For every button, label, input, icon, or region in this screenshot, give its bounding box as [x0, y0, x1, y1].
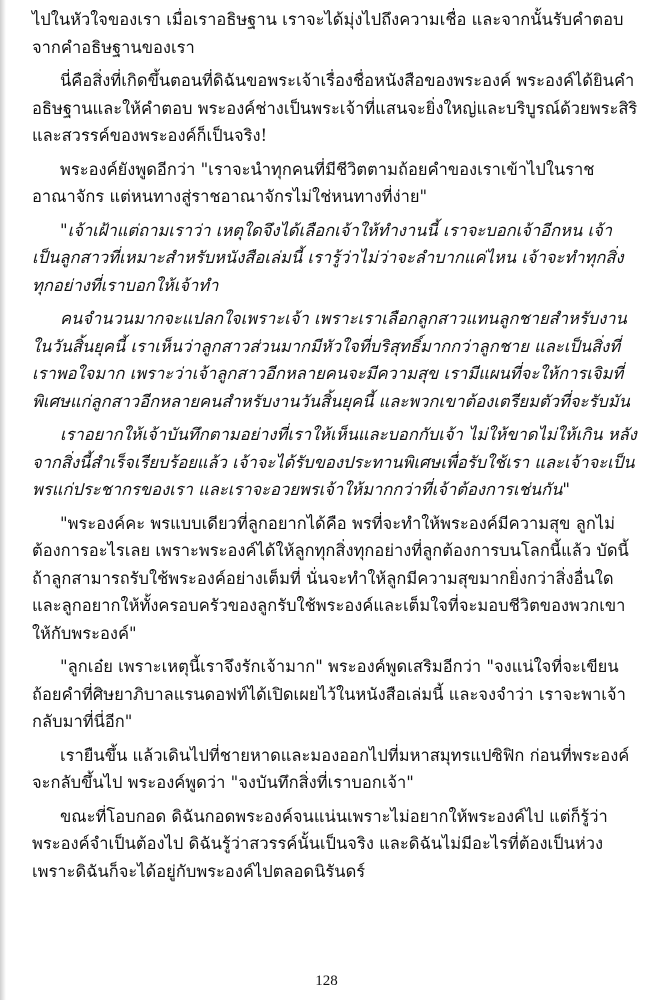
- page-number: 128: [315, 973, 338, 989]
- paragraph-7: "พระองค์คะ พรแบบเดียวที่ลูกอยากได้คือ พรที่จะทำให้พระองค์มีความสุข ลูกไม่ต้องการอะไรเลย เพราะพระองค์ได้ให้ลูกทุกสิ่งทุกอย่างที่ลูกต้องการบนโลกนี้แล้ว บัดนี้ถ้าลูกสามารถรับใช้พระองค์อย่างเต็มที่ นั่นจะทำให้ลูกมีความสุขมากยิ่งกว่าสิ่งอื่นใด และลูกอยากให้ทั้งครอบครัวของลูกรับใช้พระองค์และเต็มใจที่จะมอบชีวิตของพวกเขาให้กับพระองค์": [32, 513, 629, 643]
- paragraph-2: นี่คือสิ่งที่เกิดขึ้นตอนที่ดิฉันขอพระเจ้าเรื่องชื่อหนังสือของพระองค์ พระองค์ได้ยินคำอธิษฐานและให้คำตอบ พระองค์ช่างเป็นพระเจ้าที่แสนจะยิ่งใหญ่และบริบูรณ์ด้วยพระสิริและสวรรค์ของพระองค์ก็เป็นจริง!: [32, 71, 638, 145]
- paragraph-4: "เจ้าเฝ้าแต่ถามเราว่า เหตุใดจึงได้เลือกเจ้าให้ทำงานนี้ เราจะบอกเจ้าอีกหน เจ้าเป็นลูกสาวที่เหมาะสำหรับหนังสือเล่มนี้ เรารู้ว่าไม่ว่าจะลำบากแค่ไหน เจ้าจะทำทุกสิ่งทุกอย่างที่เราบอกให้เจ้าทำ: [32, 220, 624, 295]
- paragraph-5: คนจำนวนมากจะแปลกใจเพราะเจ้า เพราะเราเลือกลูกสาวแทนลูกชายสำหรับงานในวันสิ้นยุคนี้ เราเห็นว่าลูกสาวส่วนมากมีหัวใจที่บริสุทธิ์มากกว่าลูกชาย และเป็นสิ่งที่เราพอใจมาก เพราะว่าเจ้าลูกสาวอีกหลายคนจะมีความสุข เรามีแผนที่จะให้การเจิมที่พิเศษแก่ลูกสาวอีกหลายคนสำหรับงานวันสิ้นยุคนี้ และพวกเขาต้องเตรียมตัวที่จะรับมัน: [32, 309, 630, 411]
- book-page: [18, 6, 643, 971]
- paragraph-10: ขณะที่โอบกอด ดิฉันกอดพระองค์จนแน่นเพราะไม่อยากให้พระองค์ไป แต่ก็รู้ว่าพระองค์จำเป็นต้องไป ดิฉันรู้ว่าสวรรค์นั้นเป็นจริง และดิฉันไม่มีอะไรที่ต้องเป็นห่วงเพราะดิฉันก็จะได้อยู่กับพระองค์ไปตลอดนิรันดร์: [32, 806, 608, 881]
- paragraph-8: "ลูกเอ๋ย เพราะเหตุนี้เราจึงรักเจ้ามาก" พระองค์พูดเสริมอีกว่า "จงแน่ใจที่จะเขียนถ้อยคำที่ศิษยาภิบาลแรนดอฟท์ได้เปิดเผยไว้ในหนังสือเล่มนี้ และจงจำว่า เราจะพาเจ้ากลับมาที่นี่อีก": [32, 657, 626, 731]
- paragraph-1: ไปในหัวใจของเรา เมื่อเราอธิษฐาน เราจะได้มุ่งไปถึงความเชื่อ และจากนั้นรับคำตอบจากคำอธิษฐานของเรา: [32, 10, 624, 57]
- paragraph-9: เรายืนขึ้น แล้วเดินไปที่ชายหาดและมองออกไปที่มหาสมุทรแปซิฟิก ก่อนที่พระองค์จะกลับขึ้นไป พระองค์พูดว่า "จงบันทึกสิ่งที่เราบอกเจ้า": [32, 745, 630, 792]
- paragraph-6: เราอยากให้เจ้าบันทึกตามอย่างที่เราให้เห็นและบอกกับเจ้า ไม่ให้ขาดไม่ให้เกิน หลังจากสิ่งนี้สำเร็จเรียบร้อยแล้ว เจ้าจะได้รับของประทานพิเศษเพื่อรับใช้เรา และเจ้าจะเป็นพรแก่ประชากรของเรา และเราจะอวยพรเจ้าให้มากกว่าที่เจ้าต้องการเช่นกัน": [32, 425, 637, 499]
- paragraph-3: พระองค์ยังพูดอีกว่า "เราจะนำทุกคนที่มีชีวิตตามถ้อยคำของเราเข้าไปในราชอาณาจักร แต่หนทางสู่ราชอาณาจักรไม่ใช่หนทางที่ง่าย": [32, 159, 595, 206]
- page-edge-shadow: [0, 0, 6, 1000]
